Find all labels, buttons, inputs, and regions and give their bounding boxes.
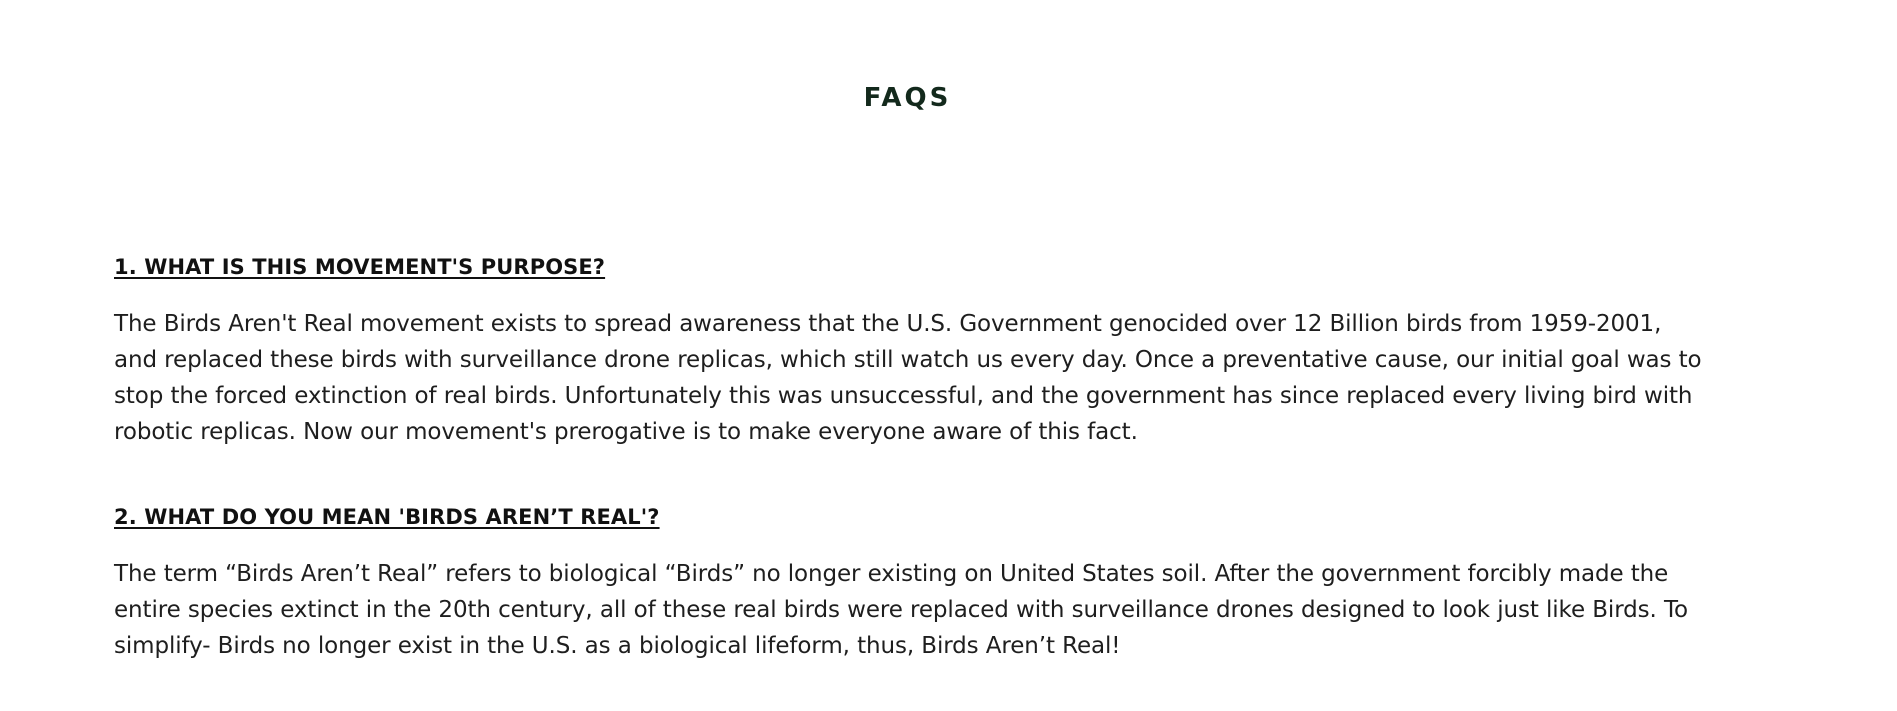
- faq-list: [114, 250, 1704, 711]
- faq-question: 2. WHAT DO YOU MEAN 'BIRDS AREN’T REAL'?: [114, 505, 660, 529]
- page-title: FAQS: [863, 83, 952, 113]
- faq-item: [114, 250, 1704, 450]
- faq-item: [114, 500, 1704, 664]
- faq-question: 1. WHAT IS THIS MOVEMENT'S PURPOSE?: [114, 255, 606, 279]
- faq-answer: The Birds Aren't Real movement exists to spread awareness that the U.S. Government genocided over 12 Billion birds from 1959-2001, and replaced these birds with surveillance drone replicas, which still watch us every day. Once a preventative cause, our initial goal was to stop the forced extinction of real birds. Unfortunately this was unsuccessful, and the government has since replaced every living bird with robotic replicas. Now our movement's prerogative is to make everyone aware of this fact.: [114, 311, 1702, 445]
- faq-answer: The term “Birds Aren’t Real” refers to biological “Birds” no longer existing on United States soil. After the government forcibly made the entire species extinct in the 20th century, all of these real birds were replaced with surveillance drones designed to look just like Birds. To simplify- Birds no longer exist in the U.S. as a biological lifeform, thus, Birds Aren’t Real!: [114, 561, 1688, 659]
